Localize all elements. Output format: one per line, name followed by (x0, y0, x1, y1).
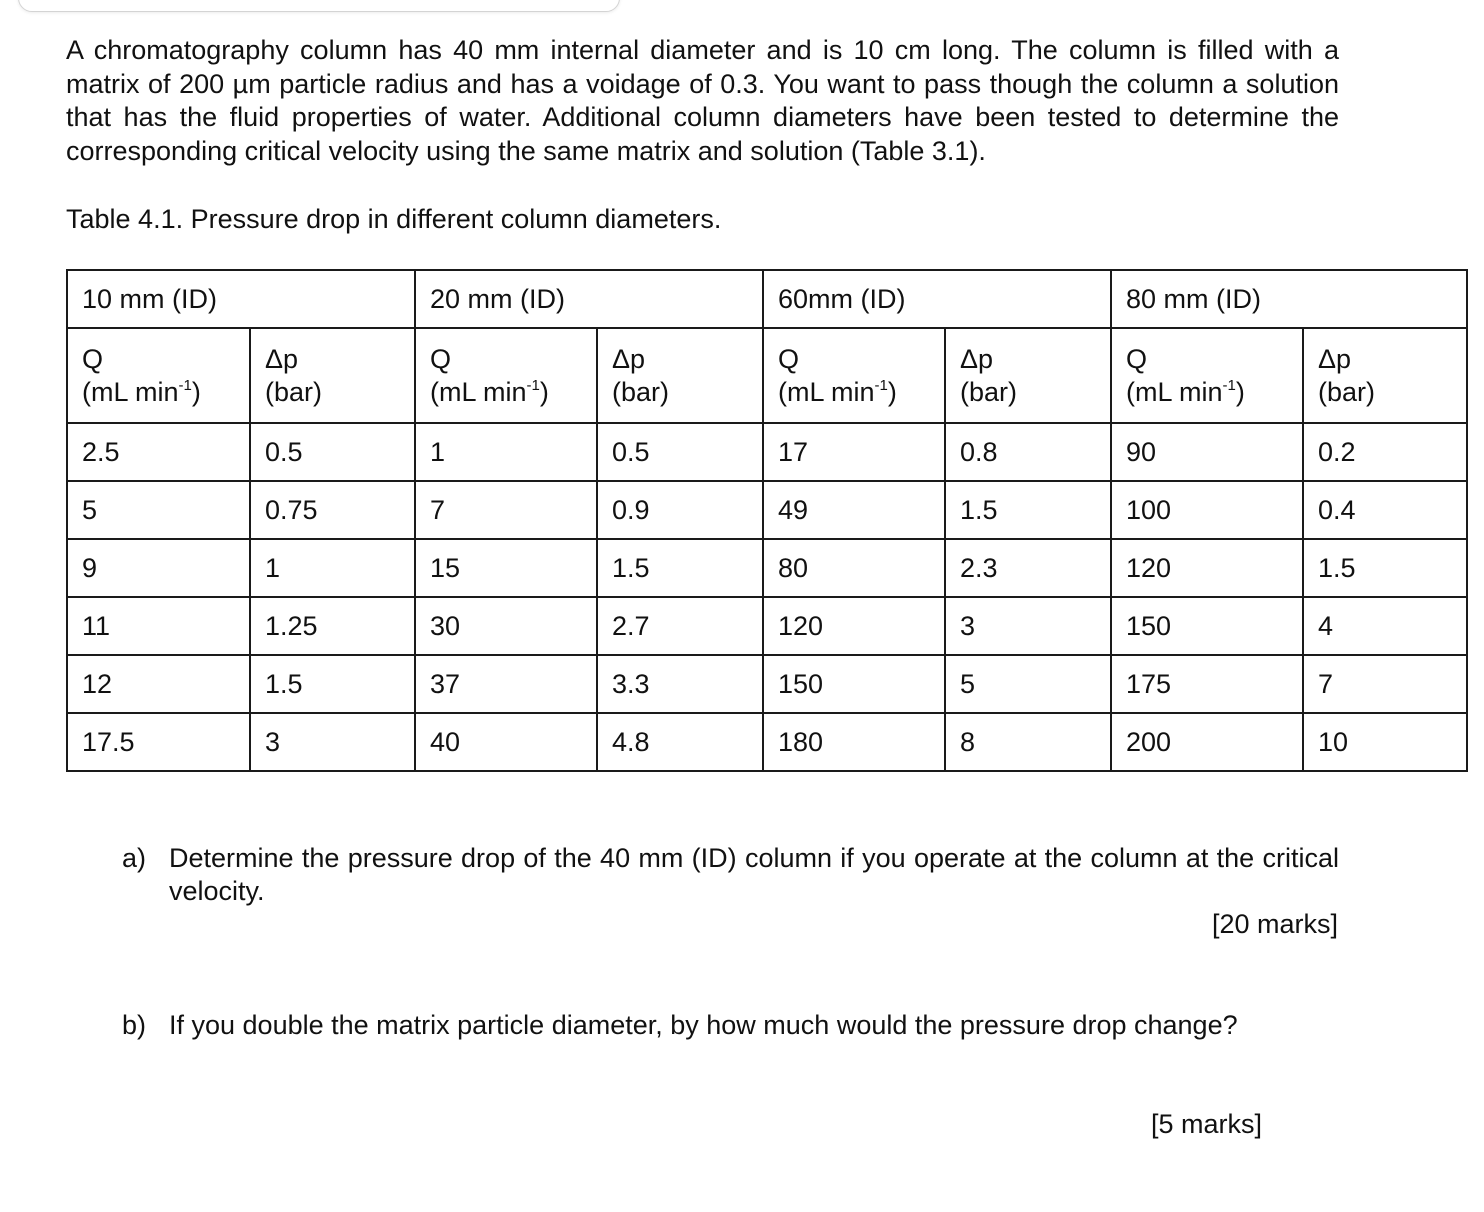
pressure-drop-unit: (bar) (612, 376, 670, 407)
pressure-drop-header (250, 328, 415, 423)
table-caption: Table 4.1. Pressure drop in different column diameters. (66, 204, 722, 234)
flow-rate-cell: 180 (763, 713, 945, 771)
pressure-drop-cell: 1.25 (250, 597, 415, 655)
flow-rate-symbol: Q (1126, 343, 1148, 374)
pressure-drop-cell: 4 (1303, 597, 1467, 655)
pressure-drop-unit: (bar) (1318, 376, 1376, 407)
flow-rate-cell: 80 (763, 539, 945, 597)
pressure-drop-cell: 8 (945, 713, 1111, 771)
pressure-drop-symbol: Δp (1318, 343, 1352, 374)
flow-rate-header (415, 328, 597, 423)
table-row (67, 481, 1467, 539)
flow-rate-unit-close: ) (191, 376, 201, 407)
pressure-drop-unit: (bar) (265, 376, 323, 407)
flow-rate-cell: 200 (1111, 713, 1303, 771)
flow-rate-cell: 12 (67, 655, 250, 713)
flow-rate-cell: 17 (763, 423, 945, 481)
pressure-drop-cell: 3 (250, 713, 415, 771)
flow-rate-cell: 1 (415, 423, 597, 481)
pressure-drop-symbol: Δp (960, 343, 994, 374)
flow-rate-cell: 100 (1111, 481, 1303, 539)
flow-rate-cell: 175 (1111, 655, 1303, 713)
pressure-drop-header (1303, 328, 1467, 423)
table-row (67, 655, 1467, 713)
group-header-row (67, 270, 1467, 328)
pressure-drop-cell: 10 (1303, 713, 1467, 771)
group-header-60mm: 60mm (ID) (763, 270, 1111, 328)
pressure-drop-cell: 0.8 (945, 423, 1111, 481)
table-row (67, 539, 1467, 597)
question-a (122, 842, 1339, 908)
table-row (67, 423, 1467, 481)
pressure-drop-symbol: Δp (612, 343, 646, 374)
flow-rate-header (67, 328, 250, 423)
flow-rate-unit: (mL min (778, 376, 875, 407)
pressure-drop-header (597, 328, 763, 423)
pressure-drop-cell: 3.3 (597, 655, 763, 713)
table-row (67, 713, 1467, 771)
question-a-letter: a) (122, 843, 147, 873)
flow-rate-cell: 150 (1111, 597, 1303, 655)
pressure-drop-cell: 7 (1303, 655, 1467, 713)
question-b (122, 1009, 1263, 1042)
pressure-drop-cell: 5 (945, 655, 1111, 713)
flow-rate-header (763, 328, 945, 423)
top-card-edge (18, 0, 620, 12)
pressure-drop-cell: 0.75 (250, 481, 415, 539)
flow-rate-unit-exponent: -1 (874, 376, 888, 394)
flow-rate-cell: 150 (763, 655, 945, 713)
table-row (67, 597, 1467, 655)
flow-rate-cell: 5 (67, 481, 250, 539)
question-b-text: If you double the matrix particle diameter, by how much would the pressure drop change? (169, 1010, 1238, 1040)
pressure-drop-header (945, 328, 1111, 423)
pressure-drop-cell: 1.5 (597, 539, 763, 597)
flow-rate-cell: 15 (415, 539, 597, 597)
question-a-text: Determine the pressure drop of the 40 mm (ID) column if you operate at the column at the critical velocity. (169, 843, 1339, 906)
group-header-80mm: 80 mm (ID) (1111, 270, 1467, 328)
flow-rate-cell: 17.5 (67, 713, 250, 771)
pressure-drop-cell: 4.8 (597, 713, 763, 771)
flow-rate-cell: 120 (763, 597, 945, 655)
flow-rate-cell: 11 (67, 597, 250, 655)
flow-rate-cell: 9 (67, 539, 250, 597)
flow-rate-cell: 120 (1111, 539, 1303, 597)
pressure-drop-cell: 1 (250, 539, 415, 597)
flow-rate-unit-exponent: -1 (178, 376, 192, 394)
pressure-drop-cell: 1.5 (1303, 539, 1467, 597)
pressure-drop-cell: 0.9 (597, 481, 763, 539)
intro-paragraph: A chromatography column has 40 mm internal diameter and is 10 cm long. The column is filled with a matrix of 200 µm particle radius and has a voidage of 0.3. You want to pass though the column a solution that has the fluid properties of water. Additional column diameters have been tested to determine the corresponding critical velocity using the same matrix and solution (Table 3.1). (66, 35, 1339, 166)
group-header-20mm: 20 mm (ID) (415, 270, 763, 328)
flow-rate-cell: 49 (763, 481, 945, 539)
flow-rate-header (1111, 328, 1303, 423)
pressure-drop-cell: 0.5 (597, 423, 763, 481)
question-b-marks: [5 marks] (1150, 1109, 1262, 1139)
flow-rate-unit-exponent: -1 (1222, 376, 1236, 394)
flow-rate-cell: 40 (415, 713, 597, 771)
flow-rate-unit: (mL min (1126, 376, 1223, 407)
pressure-drop-cell: 2.7 (597, 597, 763, 655)
flow-rate-symbol: Q (82, 343, 104, 374)
flow-rate-unit-close: ) (887, 376, 897, 407)
unit-header-row (67, 328, 1467, 423)
flow-rate-unit: (mL min (430, 376, 527, 407)
pressure-drop-cell: 2.3 (945, 539, 1111, 597)
pressure-drop-cell: 1.5 (945, 481, 1111, 539)
question-b-letter: b) (122, 1010, 147, 1040)
flow-rate-unit: (mL min (82, 376, 179, 407)
pressure-drop-symbol: Δp (265, 343, 299, 374)
flow-rate-symbol: Q (430, 343, 452, 374)
flow-rate-cell: 2.5 (67, 423, 250, 481)
pressure-drop-cell: 1.5 (250, 655, 415, 713)
flow-rate-cell: 7 (415, 481, 597, 539)
flow-rate-unit-exponent: -1 (526, 376, 540, 394)
pressure-drop-unit: (bar) (960, 376, 1018, 407)
flow-rate-cell: 30 (415, 597, 597, 655)
flow-rate-cell: 90 (1111, 423, 1303, 481)
flow-rate-cell: 37 (415, 655, 597, 713)
flow-rate-unit-close: ) (539, 376, 549, 407)
question-a-marks: [20 marks] (1211, 909, 1338, 939)
group-header-10mm: 10 mm (ID) (67, 270, 415, 328)
pressure-drop-cell: 3 (945, 597, 1111, 655)
pressure-drop-table (66, 269, 1468, 772)
flow-rate-symbol: Q (778, 343, 800, 374)
flow-rate-unit-close: ) (1235, 376, 1245, 407)
pressure-drop-cell: 0.5 (250, 423, 415, 481)
pressure-drop-cell: 0.2 (1303, 423, 1467, 481)
pressure-drop-cell: 0.4 (1303, 481, 1467, 539)
table-body (67, 423, 1467, 771)
